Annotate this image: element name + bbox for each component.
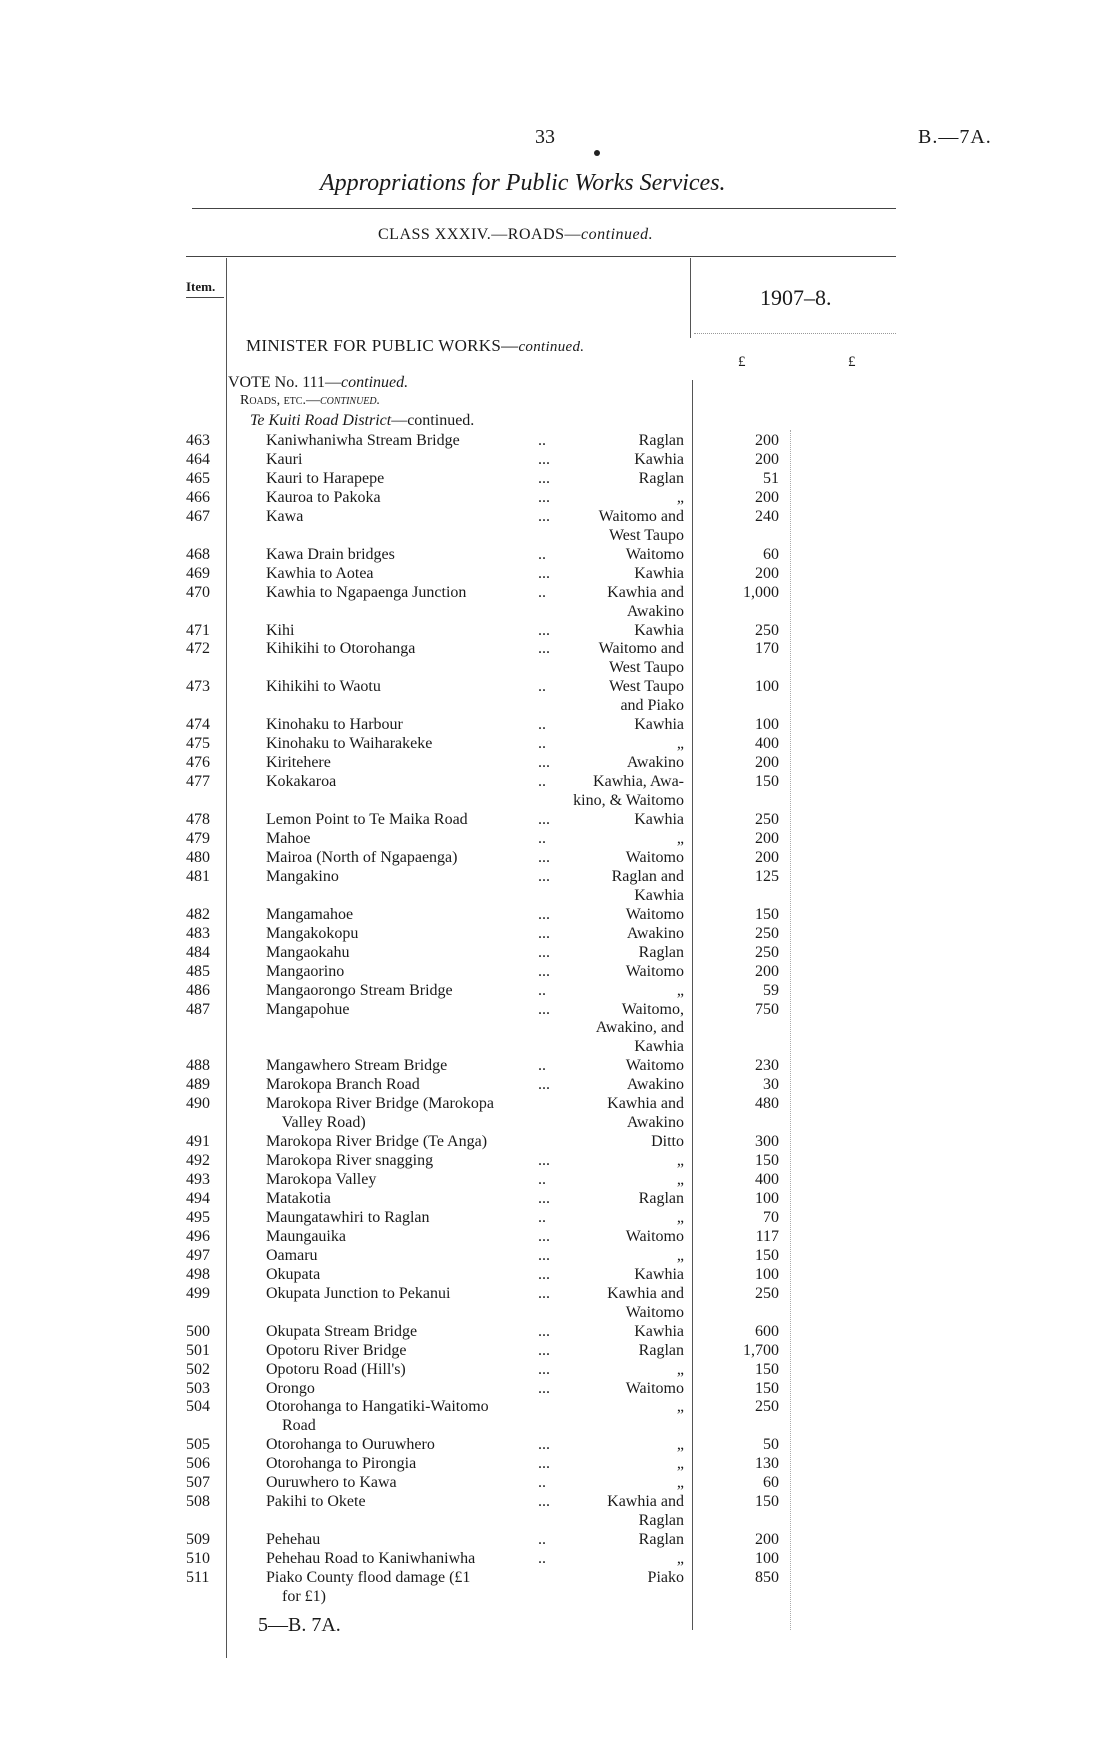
item-number: 492 [186, 1152, 210, 1170]
item-header-underline [186, 297, 224, 298]
item-name: Pakihi to Okete [266, 1493, 366, 1511]
electorate: Raglan [638, 1531, 684, 1549]
item-name: Orongo [266, 1379, 315, 1397]
item-number: 488 [186, 1057, 210, 1075]
leader-dots: ... [538, 469, 550, 487]
district-heading-suffix: —continued. [391, 412, 475, 429]
leader-dots: .. [538, 1531, 546, 1549]
electorate: Raglan and [611, 867, 684, 885]
leader-dots: ... [538, 640, 550, 658]
item-name: Kauri to Harapepe [266, 469, 385, 487]
electorate: West Taupo [608, 678, 684, 696]
item-name: Opotoru Road (Hill's) [266, 1360, 406, 1378]
item-name: Kawhia to Aotea [266, 564, 374, 582]
electorate: Waitomo [625, 848, 684, 866]
electorate: Waitomo [625, 962, 684, 980]
electorate: Raglan [638, 432, 684, 449]
electorate: Waitomo [625, 1303, 684, 1321]
item-number: 494 [186, 1190, 210, 1207]
item-name: Piako County flood damage (£1 [266, 1569, 471, 1586]
item-number: 474 [186, 716, 210, 734]
electorate: „ [676, 1152, 684, 1170]
leader-dots: ... [538, 1493, 550, 1511]
item-number: 464 [186, 450, 210, 468]
amount: 200 [755, 829, 779, 847]
leader-dots: .. [538, 1171, 546, 1189]
amount: 250 [755, 924, 779, 942]
item-number: 508 [186, 1493, 210, 1511]
leader-dots: ... [538, 1076, 550, 1094]
item-name: Oamaru [266, 1246, 318, 1264]
item-number: 479 [186, 829, 210, 847]
item-name: Opotoru River Bridge [266, 1341, 407, 1359]
item-name: Kawhia to Ngapaenga Junction [266, 583, 467, 601]
leader-dots: ... [538, 962, 550, 980]
item-number: 491 [186, 1133, 210, 1151]
amount: 230 [755, 1057, 779, 1075]
electorate: Kawhia [634, 716, 684, 734]
electorate: „ [676, 829, 684, 847]
amount: 400 [755, 735, 779, 753]
leader-dots: ... [538, 1436, 550, 1454]
electorate: West Taupo [608, 659, 684, 677]
year-column-header: 1907–8. [760, 285, 832, 310]
item-name: Marokopa River Bridge (Marokopa [266, 1095, 494, 1113]
electorate: Raglan [638, 469, 684, 487]
item-number: 463 [186, 432, 210, 449]
year-header-rule [694, 333, 896, 334]
leader-dots: ... [538, 1265, 550, 1283]
vote-heading [228, 374, 408, 392]
amount: 250 [755, 811, 779, 828]
item-name: Lemon Point to Te Maika Road [266, 811, 468, 828]
electorate: Kawhia [634, 450, 684, 468]
amount: 200 [755, 450, 779, 468]
electorate: „ [676, 1455, 684, 1473]
electorate: „ [676, 488, 684, 506]
item-number: 511 [186, 1569, 210, 1586]
item-number: 490 [186, 1095, 210, 1113]
electorate: Awakino, and [595, 1019, 684, 1037]
item-number: 497 [186, 1246, 210, 1264]
item-number: 493 [186, 1171, 210, 1189]
electorate: Awakino [626, 754, 684, 772]
electorate: Ditto [651, 1133, 684, 1151]
leader-dots: ... [538, 1227, 550, 1245]
leader-dots: .. [538, 1208, 546, 1226]
item-number: 506 [186, 1455, 210, 1473]
electorate: Kawhia, Awa- [593, 773, 684, 791]
leader-dots: ... [538, 867, 550, 885]
leader-dots: .. [538, 1550, 546, 1568]
amount: 200 [755, 564, 779, 582]
amount: 200 [755, 1531, 779, 1549]
item-number: 465 [186, 469, 210, 487]
item-name: Road [266, 1417, 316, 1435]
amount: 250 [755, 1398, 779, 1416]
page-number: 33 [535, 126, 555, 148]
item-number: 476 [186, 754, 210, 772]
item-name: Mangaokahu [266, 943, 350, 961]
class-heading-text: CLASS XXXIV.—ROADS— [378, 226, 582, 243]
electorate: Kawhia [634, 564, 684, 582]
electorate: Waitomo and [598, 640, 684, 658]
item-name: Kiritehere [266, 754, 331, 772]
leader-dots: ... [538, 1000, 550, 1018]
district-heading [250, 412, 474, 430]
item-number: 505 [186, 1436, 210, 1454]
item-name: Mahoe [266, 829, 311, 847]
leader-dots: ... [538, 488, 550, 506]
amount: 50 [763, 1436, 779, 1454]
item-name: Otorohanga to Pirongia [266, 1455, 417, 1473]
item-name: Mangakokopu [266, 924, 359, 942]
amount: 117 [755, 1227, 779, 1245]
leader-dots: ... [538, 564, 550, 582]
amount: 170 [755, 640, 779, 658]
item-name: Matakotia [266, 1190, 331, 1207]
item-number: 504 [186, 1398, 210, 1416]
amount: 150 [755, 905, 779, 923]
leader-dots: ... [538, 811, 550, 828]
electorate: Raglan [638, 1341, 684, 1359]
electorate: Kawhia and [607, 583, 684, 601]
item-number: 482 [186, 905, 210, 923]
item-name: Mangaorongo Stream Bridge [266, 981, 453, 999]
item-name: Ouruwhero to Kawa [266, 1474, 397, 1492]
electorate: West Taupo [608, 526, 684, 544]
item-name: Marokopa River Bridge (Te Anga) [266, 1133, 488, 1151]
amount: 240 [755, 507, 779, 525]
amount: 150 [755, 1246, 779, 1264]
item-name: Otorohanga to Hangatiki-Waitomo [266, 1398, 489, 1416]
electorate: Kawhia and [607, 1284, 684, 1302]
minister-heading-suffix: continued. [518, 339, 585, 355]
item-number: 477 [186, 773, 210, 791]
electorate: Kawhia [634, 1322, 684, 1340]
electorate: Kawhia and [607, 1493, 684, 1511]
item-number: 510 [186, 1550, 210, 1568]
amount: 60 [763, 545, 779, 563]
electorate: Kawhia [634, 886, 684, 904]
electorate: Awakino [626, 602, 684, 620]
item-number: 500 [186, 1322, 210, 1340]
electorate: Waitomo [625, 905, 684, 923]
leader-dots: .. [538, 583, 546, 601]
item-name: Kihi [266, 621, 295, 639]
district-heading-text: Te Kuiti Road District [250, 412, 392, 429]
document-reference: B.—7A. [918, 126, 992, 148]
item-name: for £1) [266, 1587, 326, 1605]
item-number: 470 [186, 583, 210, 601]
amount: 750 [755, 1000, 779, 1018]
item-number: 487 [186, 1000, 210, 1018]
item-name: Kauri [266, 450, 303, 468]
amount: 600 [755, 1322, 779, 1340]
item-number: 483 [186, 924, 210, 942]
item-number: 485 [186, 962, 210, 980]
item-number: 496 [186, 1227, 210, 1245]
item-name: Kihikihi to Waotu [266, 678, 381, 696]
item-number: 486 [186, 981, 210, 999]
leader-dots: ... [538, 507, 550, 525]
amount: 200 [755, 848, 779, 866]
electorate: Awakino [626, 1114, 684, 1132]
amount: 51 [763, 469, 779, 487]
amount: 59 [763, 981, 779, 999]
item-name: Okupata Stream Bridge [266, 1322, 418, 1340]
leader-dots: ... [538, 1190, 550, 1207]
leader-dots: ... [538, 621, 550, 639]
leader-dots: .. [538, 981, 546, 999]
electorate: Raglan [638, 1190, 684, 1207]
title-rule [192, 208, 896, 209]
electorate: „ [676, 981, 684, 999]
electorate: Waitomo [625, 545, 684, 563]
electorate: Awakino [626, 1076, 684, 1094]
electorate: Raglan [638, 1512, 684, 1530]
amount: 150 [755, 773, 779, 791]
amount: 200 [755, 432, 779, 449]
amount: 400 [755, 1171, 779, 1189]
year-column-divider [690, 258, 691, 338]
amount: 200 [755, 962, 779, 980]
item-number: 475 [186, 735, 210, 753]
amount: 150 [755, 1152, 779, 1170]
leader-dots: ... [538, 848, 550, 866]
item-number: 468 [186, 545, 210, 563]
item-number: 478 [186, 811, 210, 828]
leader-dots: .. [538, 432, 546, 449]
item-number: 467 [186, 507, 210, 525]
amount: 70 [763, 1208, 779, 1226]
leader-dots: ... [538, 450, 550, 468]
amount: 200 [755, 488, 779, 506]
amount: 130 [755, 1455, 779, 1473]
item-name: Maungatawhiri to Raglan [266, 1208, 430, 1226]
electorate: Raglan [638, 943, 684, 961]
vote-heading-text: VOTE No. 111— [228, 374, 342, 391]
item-number: 489 [186, 1076, 210, 1094]
electorate: „ [676, 1550, 684, 1568]
amount: 200 [755, 754, 779, 772]
amount: 1,700 [743, 1341, 779, 1359]
leader-dots: ... [538, 754, 550, 772]
electorate: „ [676, 1246, 684, 1264]
leader-dots: .. [538, 716, 546, 734]
electorate: kino, & Waitomo [573, 792, 684, 810]
item-name: Kinohaku to Waiharakeke [266, 735, 433, 753]
amount: 30 [763, 1076, 779, 1094]
electorate: Kawhia [634, 1038, 684, 1056]
amount: 150 [755, 1379, 779, 1397]
electorate: Kawhia and [607, 1095, 684, 1113]
item-column-divider [226, 258, 227, 1658]
item-name: Maungauika [266, 1227, 346, 1245]
item-number: 498 [186, 1265, 210, 1283]
electorate: „ [676, 1360, 684, 1378]
leader-dots: .. [538, 545, 546, 563]
item-number: 471 [186, 621, 210, 639]
leader-dots: ... [538, 1341, 550, 1359]
item-name: Okupata Junction to Pekanui [266, 1284, 451, 1302]
item-name: Marokopa Valley [266, 1171, 377, 1189]
electorate: „ [676, 1436, 684, 1454]
leader-dots: ... [538, 1152, 550, 1170]
item-name: Mangamahoe [266, 905, 354, 923]
item-number: 481 [186, 867, 210, 885]
item-name: Pehehau [266, 1531, 321, 1549]
item-number: 509 [186, 1531, 210, 1549]
amount: 100 [755, 1190, 779, 1207]
electorate: Piako [647, 1569, 684, 1586]
electorate: Waitomo [625, 1379, 684, 1397]
amount: 850 [755, 1569, 779, 1586]
class-heading [378, 226, 653, 244]
item-name: Marokopa River snagging [266, 1152, 434, 1170]
minister-heading [246, 336, 584, 356]
leader-dots: ... [538, 1455, 550, 1473]
item-name: Kokakaroa [266, 773, 337, 791]
item-name: Okupata [266, 1265, 321, 1283]
amount: 480 [755, 1095, 779, 1113]
item-column-header: Item. [186, 279, 216, 294]
item-number: 473 [186, 678, 210, 696]
amount: 250 [755, 1284, 779, 1302]
item-name: Kaniwhaniwha Stream Bridge [266, 432, 460, 449]
roads-heading-text: Roads, etc.— [240, 393, 320, 408]
amount: 300 [755, 1133, 779, 1151]
electorate: Waitomo [625, 1227, 684, 1245]
currency-symbol-amount: £ [738, 354, 746, 370]
leader-dots: ... [538, 1379, 550, 1397]
item-name: Kihikihi to Otorohanga [266, 640, 416, 658]
item-name: Valley Road) [266, 1114, 366, 1132]
item-name: Otorohanga to Ouruwhero [266, 1436, 435, 1454]
amount: 60 [763, 1474, 779, 1492]
amount: 250 [755, 621, 779, 639]
electorate: Awakino [626, 924, 684, 942]
leader-dots: ... [538, 1284, 550, 1302]
item-number: 480 [186, 848, 210, 866]
electorate: „ [676, 1474, 684, 1492]
decorative-dot [594, 150, 600, 156]
item-name: Kinohaku to Harbour [266, 716, 403, 734]
leader-dots: ... [538, 905, 550, 923]
item-name: Mangapohue [266, 1000, 350, 1018]
leader-dots: .. [538, 773, 546, 791]
table-top-rule [186, 256, 896, 257]
amount: 150 [755, 1360, 779, 1378]
item-name: Mangawhero Stream Bridge [266, 1057, 448, 1075]
item-number: 499 [186, 1284, 210, 1302]
electorate: Waitomo and [598, 507, 684, 525]
item-number: 472 [186, 640, 210, 658]
leader-dots: .. [538, 678, 546, 696]
item-number: 503 [186, 1379, 210, 1397]
amount: 1,000 [743, 583, 779, 601]
item-name: Pehehau Road to Kaniwhaniwha [266, 1550, 476, 1568]
amount: 100 [755, 716, 779, 734]
amount-column-divider [692, 380, 693, 1630]
amount: 100 [755, 678, 779, 696]
page-title: Appropriations for Public Works Services. [320, 170, 726, 196]
electorate: „ [676, 1171, 684, 1189]
item-name: Kawa Drain bridges [266, 545, 395, 563]
electorate: Kawhia [634, 1265, 684, 1283]
item-name: Mangaorino [266, 962, 345, 980]
electorate: Waitomo [625, 1057, 684, 1075]
electorate: „ [676, 1208, 684, 1226]
class-heading-suffix: continued. [581, 226, 654, 243]
electorate: „ [676, 1398, 684, 1416]
leader-dots: ... [538, 924, 550, 942]
amount: 100 [755, 1550, 779, 1568]
vote-heading-suffix: continued. [341, 374, 409, 391]
currency-symbol-total: £ [848, 354, 856, 370]
total-column-divider [790, 430, 791, 1630]
electorate: Kawhia [634, 621, 684, 639]
item-name: Kauroa to Pakoka [266, 488, 381, 506]
leader-dots: ... [538, 943, 550, 961]
footer-signature: 5—B. 7A. [258, 1614, 341, 1636]
item-number: 469 [186, 564, 210, 582]
leader-dots: .. [538, 1057, 546, 1075]
item-name: Mangakino [266, 867, 339, 885]
electorate: „ [676, 735, 684, 753]
leader-dots: .. [538, 1474, 546, 1492]
item-name: Marokopa Branch Road [266, 1076, 420, 1094]
electorate: Kawhia [634, 811, 684, 828]
item-name: Kawa [266, 507, 304, 525]
leader-dots: ... [538, 1246, 550, 1264]
electorate: and Piako [620, 697, 684, 715]
amount: 250 [755, 943, 779, 961]
roads-heading-suffix: continued. [319, 393, 381, 408]
item-name: Mairoa (North of Ngapaenga) [266, 848, 458, 866]
electorate: Waitomo, [621, 1000, 684, 1018]
amount: 100 [755, 1265, 779, 1283]
leader-dots: .. [538, 735, 546, 753]
item-number: 502 [186, 1360, 210, 1378]
item-number: 507 [186, 1474, 210, 1492]
leader-dots: ... [538, 1322, 550, 1340]
roads-heading [240, 393, 380, 409]
amount: 125 [755, 867, 779, 885]
item-number: 466 [186, 488, 210, 506]
minister-heading-text: MINISTER FOR PUBLIC WORKS— [246, 336, 519, 355]
leader-dots: ... [538, 1360, 550, 1378]
item-number: 501 [186, 1341, 210, 1359]
item-number: 484 [186, 943, 210, 961]
item-number: 495 [186, 1208, 210, 1226]
leader-dots: .. [538, 829, 546, 847]
amount: 150 [755, 1493, 779, 1511]
